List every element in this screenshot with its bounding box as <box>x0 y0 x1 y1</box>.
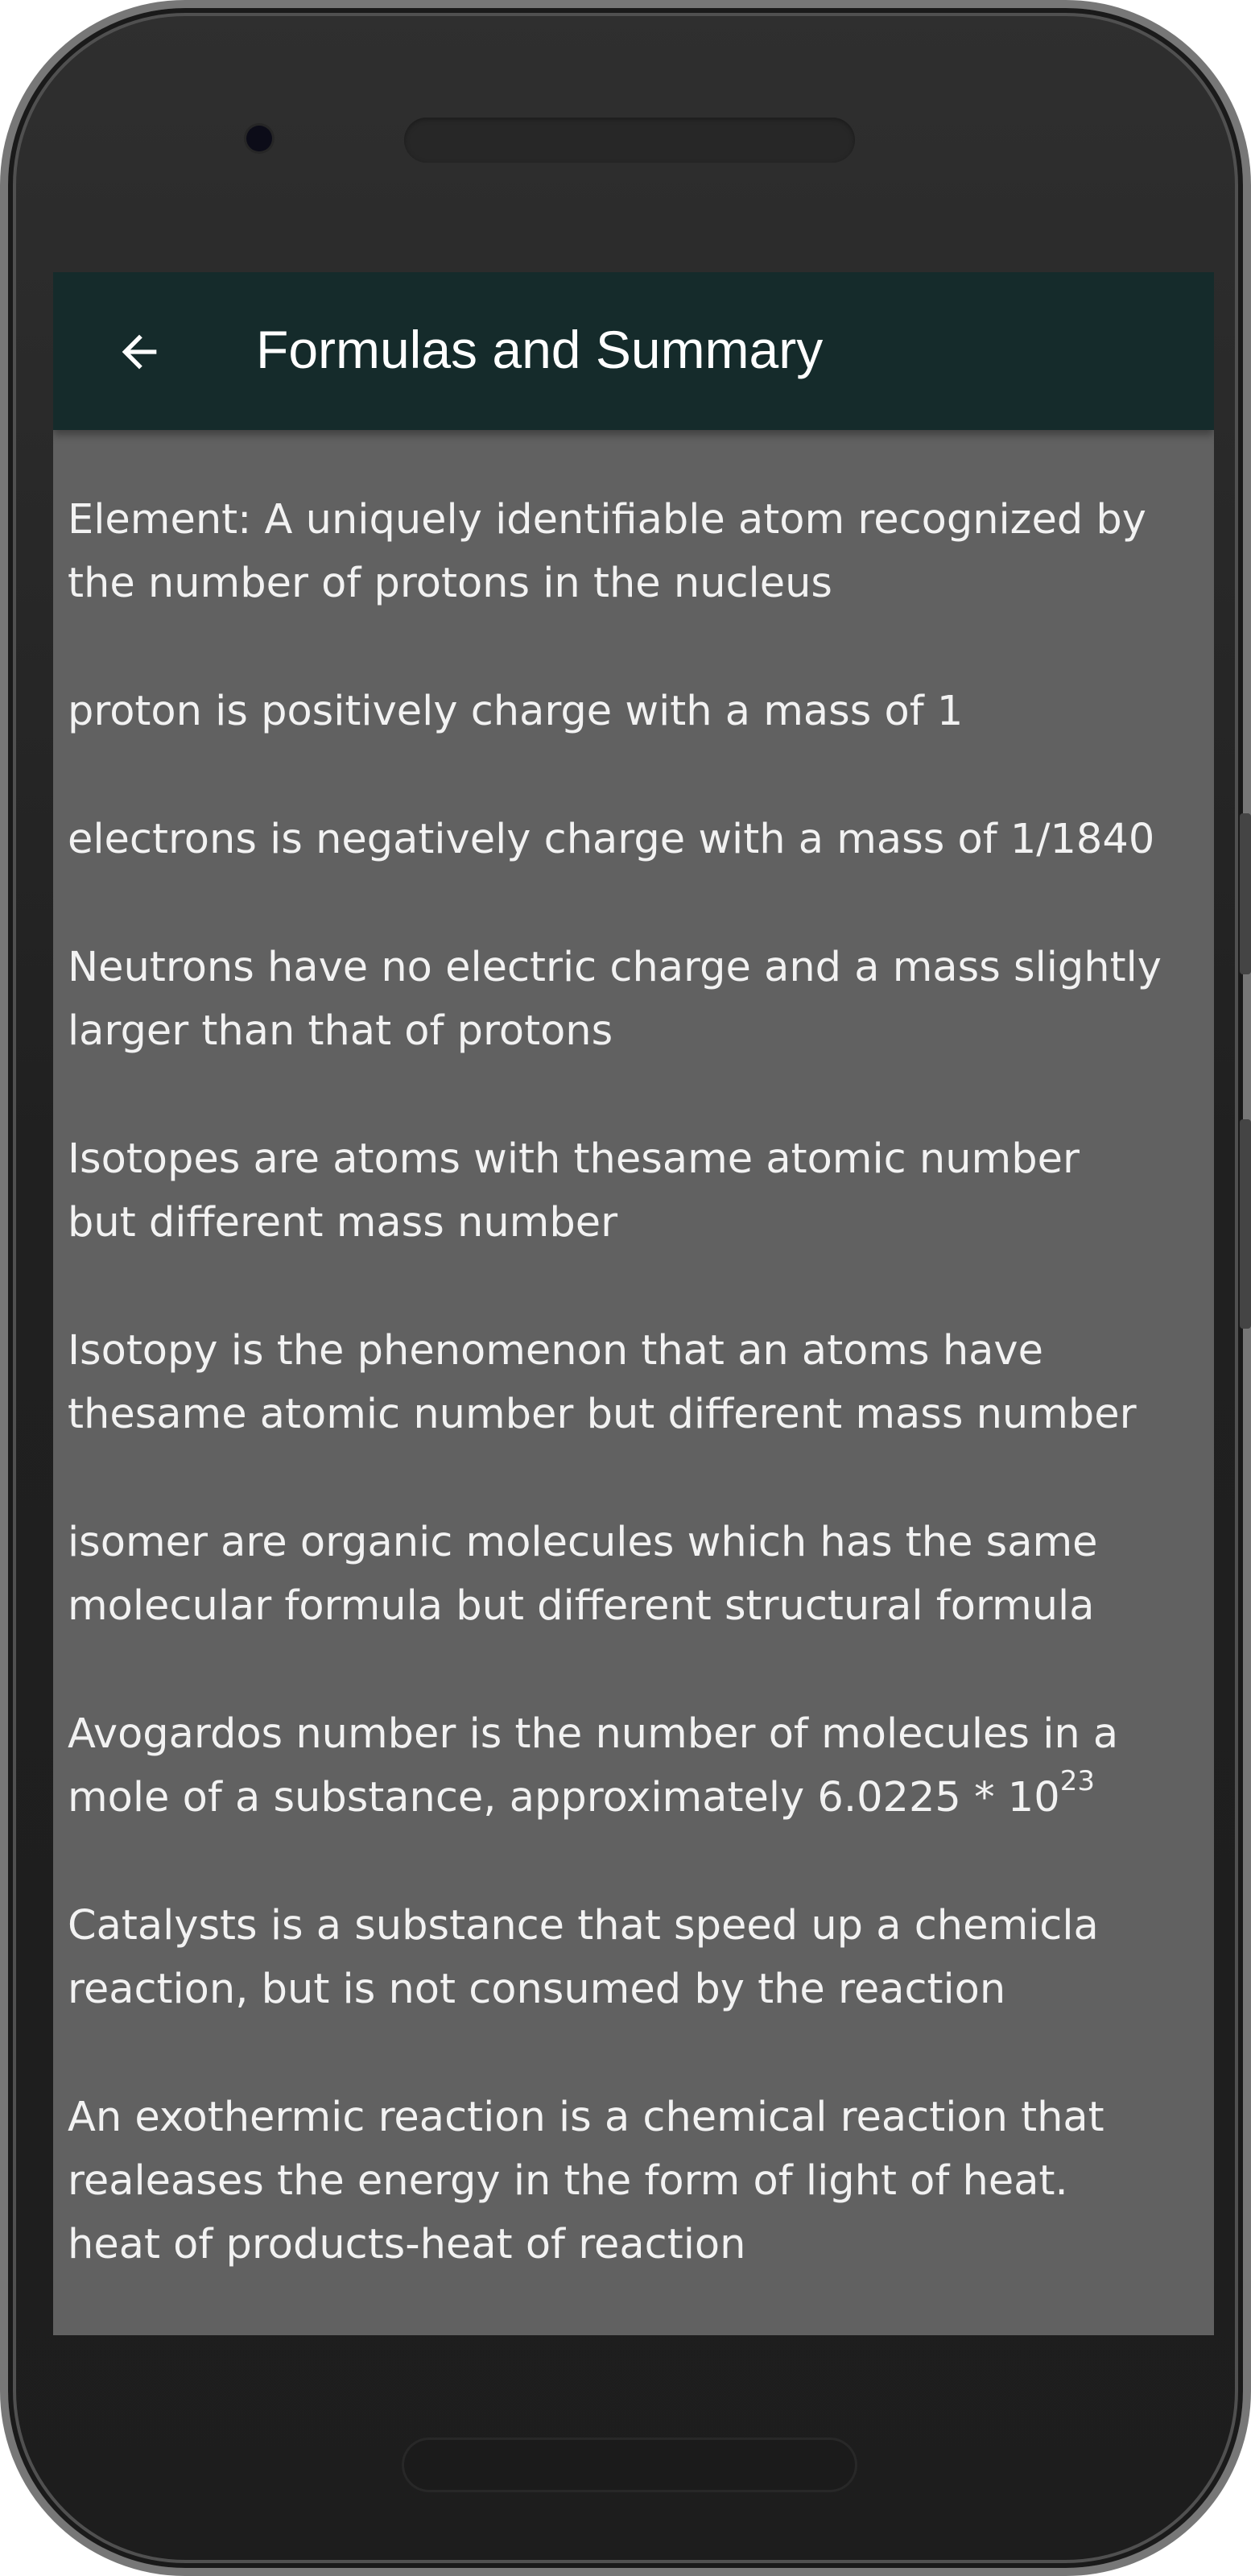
app-bar <box>53 272 1214 430</box>
list-item-isotopy: Isotopy is the phenomenon that an atoms have thesame atomic number but different mass number <box>68 1327 1137 1438</box>
earpiece-speaker <box>404 118 855 163</box>
list-item-avogadro <box>68 1702 1203 1830</box>
page-title: Formulas and Summary <box>256 320 824 379</box>
list-item-isomer: isomer are organic molecules which has the same molecular formula but different structural formula <box>68 1519 1098 1630</box>
list-item-exothermic: An exothermic reaction is a chemical reaction that realeases the energy in the form of light of heat. heat of products-heat of reaction <box>68 2094 1104 2268</box>
back-button[interactable] <box>95 308 184 396</box>
app-screen <box>53 272 1214 2335</box>
front-camera <box>246 126 272 151</box>
list-item-catalyst: Catalysts is a substance that speed up a chemicla reaction, but is not consumed by the reaction <box>68 1902 1099 2013</box>
summary-list <box>68 488 1203 2335</box>
list-item-proton: proton is positively charge with a mass of 1 <box>68 688 964 735</box>
volume-button <box>1240 813 1251 974</box>
power-button <box>1240 1119 1251 1329</box>
list-item-element: Element: A uniquely identifiable atom recognized by the number of protons in the nucleus <box>68 496 1146 607</box>
list-item-neutron: Neutrons have no electric charge and a mass slightly larger than that of protons <box>68 944 1162 1055</box>
avogadro-exponent: 23 <box>1059 1765 1095 1797</box>
arrow-left-icon <box>114 326 165 378</box>
list-item-isotopes: Isotopes are atoms with thesame atomic number but different mass number <box>68 1135 1080 1247</box>
avogadro-text: Avogardos number is the number of molecules in a mole of a substance, approximately 6.0225 * 10 <box>68 1710 1119 1821</box>
list-item-electron: electrons is negatively charge with a mass of 1/1840 <box>68 816 1155 863</box>
home-button[interactable] <box>404 2440 855 2490</box>
